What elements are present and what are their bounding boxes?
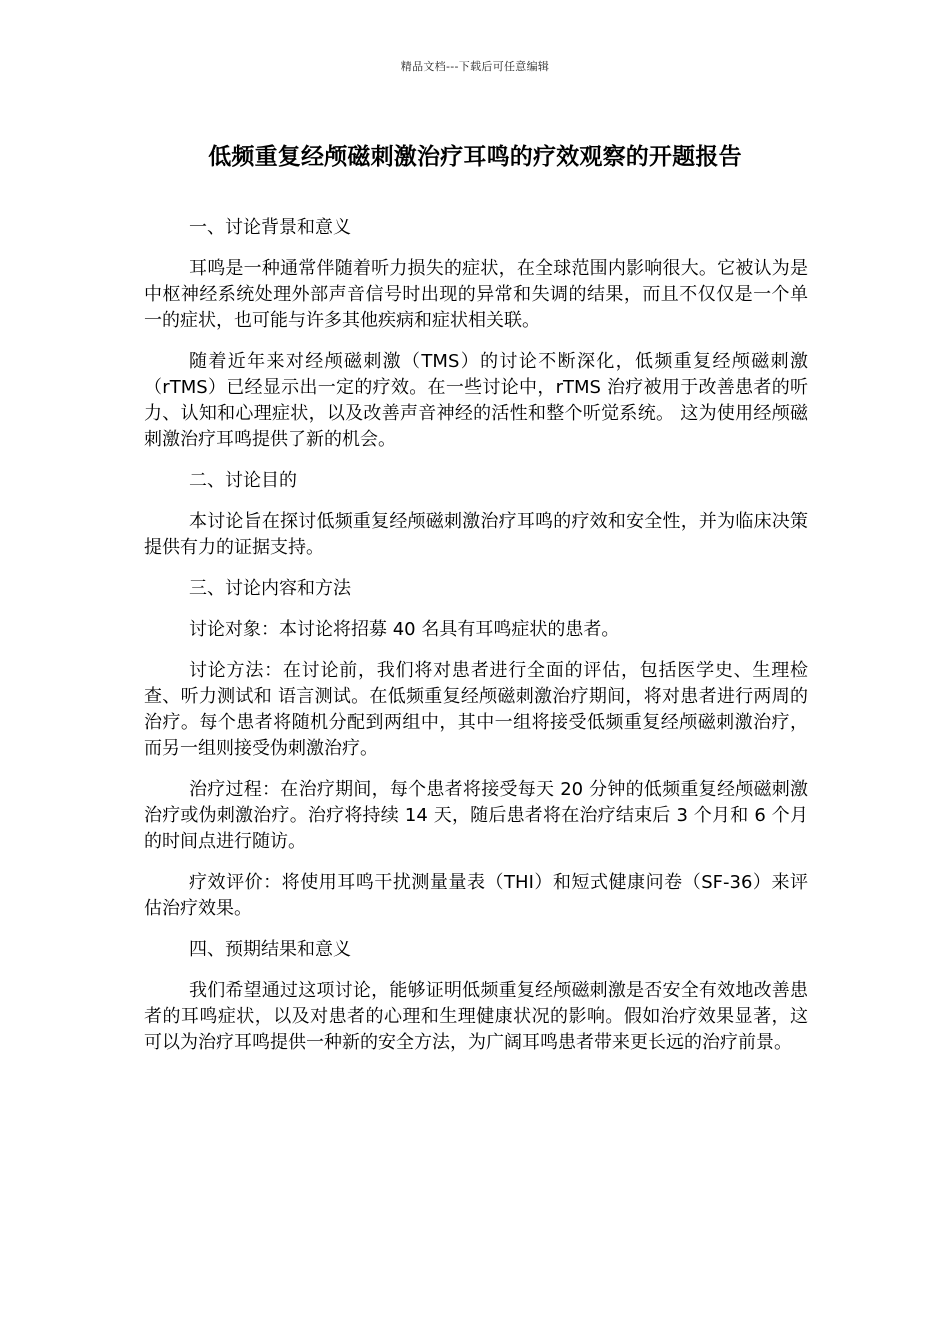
section-heading-purpose: 二、讨论目的	[189, 470, 297, 491]
paragraph: 疗效评价：将使用耳鸣干扰测量量表（THI）和短式健康问卷（SF-36）来评估治疗效果。	[144, 872, 808, 919]
section-heading-expected-results: 四、预期结果和意义	[189, 939, 351, 960]
paragraph: 随着近年来对经颅磁刺激（TMS）的讨论不断深化，低频重复经颅磁刺激（rTMS）已经显示出一定的疗效。在一些讨论中，rTMS 治疗被用于改善患者的听力、认知和心理症状，以及改善声音神经的活性和整个听觉系统。 这为使用经颅磁刺激治疗耳鸣提供了新的机会。	[144, 351, 808, 450]
section-heading-methods: 三、讨论内容和方法	[189, 578, 351, 599]
paragraph: 我们希望通过这项讨论，能够证明低频重复经颅磁刺激是否安全有效地改善患者的耳鸣症状，以及对患者的心理和生理健康状况的影响。假如治疗效果显著，这可以为治疗耳鸣提供一种新的安全方法，为广阔耳鸣患者带来更长远的治疗前景。	[144, 980, 808, 1053]
document-title: 低频重复经颅磁刺激治疗耳鸣的疗效观察的开题报告	[208, 144, 742, 170]
document-body	[144, 215, 808, 1071]
section-heading-background: 一、讨论背景和意义	[189, 217, 351, 238]
header-note: 精品文档---下载后可任意编辑	[400, 60, 550, 73]
paragraph: 讨论对象：本讨论将招募 40 名具有耳鸣症状的患者。	[189, 619, 620, 640]
paragraph: 本讨论旨在探讨低频重复经颅磁刺激治疗耳鸣的疗效和安全性，并为临床决策提供有力的证据支持。	[144, 511, 808, 558]
paragraph: 耳鸣是一种通常伴随着听力损失的症状，在全球范围内影响很大。它被认为是中枢神经系统处理外部声音信号时出现的异常和失调的结果，而且不仅仅是一个单一的症状，也可能与许多其他疾病和症状相关联。	[144, 258, 808, 331]
paragraph: 讨论方法：在讨论前，我们将对患者进行全面的评估，包括医学史、生理检查、听力测试和 语言测试。在低频重复经颅磁刺激治疗期间，将对患者进行两周的治疗。每个患者将随机分配到两组中，其中一组将接受低频重复经颅磁刺激治疗，而另一组则接受伪刺激治疗。	[144, 660, 808, 759]
paragraph: 治疗过程：在治疗期间，每个患者将接受每天 20 分钟的低频重复经颅磁刺激治疗或伪刺激治疗。治疗将持续 14 天，随后患者将在治疗结束后 3 个月和 6 个月的时间点进行随访。	[144, 779, 808, 852]
